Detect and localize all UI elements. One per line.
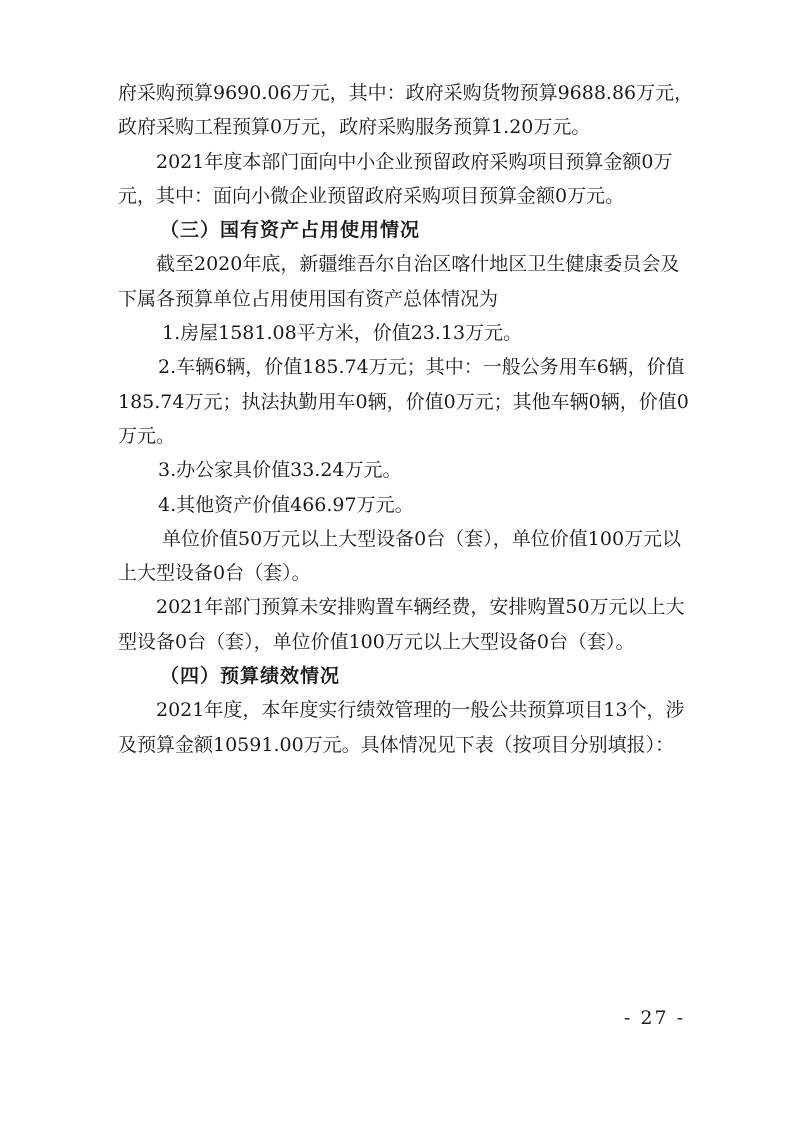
section-heading-assets: （三）国有资产占用使用情况 [160, 219, 421, 242]
document-body [118, 76, 698, 762]
page-number: - 27 - [623, 1007, 685, 1029]
paragraph-assets-intro: 截至2020年底，新疆维吾尔自治区喀什地区卫生健康委员会及下属各预算单位占用使用国有资产总体情况为 [118, 253, 680, 310]
paragraph-sme-reserve: 2021年度本部门面向中小企业预留政府采购项目预算金额0万元，其中：面向小微企业预留政府采购项目预算金额0万元。 [118, 150, 673, 207]
paragraph-purchase-plan: 2021年部门预算未安排购置车辆经费，安排购置50万元以上大型设备0台（套），单位价值100万元以上大型设备0台（套）。 [118, 596, 685, 653]
list-item-furniture: 3.办公家具价值33.24万元。 [158, 459, 402, 482]
section-heading-performance: （四）预算绩效情况 [160, 665, 341, 688]
list-item-other-assets: 4.其他资产价值466.97万元。 [158, 493, 414, 516]
paragraph-procurement-budget: 府采购预算9690.06万元，其中：政府采购货物预算9688.86万元，政府采购工程预算0万元，政府采购服务预算1.20万元。 [118, 82, 694, 139]
paragraph-large-equipment: 单位价值50万元以上大型设备0台（套），单位价值100万元以上大型设备0台（套）。 [118, 527, 682, 585]
list-item-housing: 1.房屋1581.08平方米，价值23.13万元。 [162, 322, 523, 345]
list-item-vehicles: 2.车辆6辆，价值185.74万元；其中：一般公务用车6辆，价值185.74万元；执法执勤用车0辆，价值0万元；其他车辆0辆，价值0万元。 [118, 356, 689, 447]
paragraph-performance: 2021年度，本年度实行绩效管理的一般公共预算项目13个，涉及预算金额10591.00万元。具体情况见下表（按项目分别填报）： [118, 699, 685, 756]
